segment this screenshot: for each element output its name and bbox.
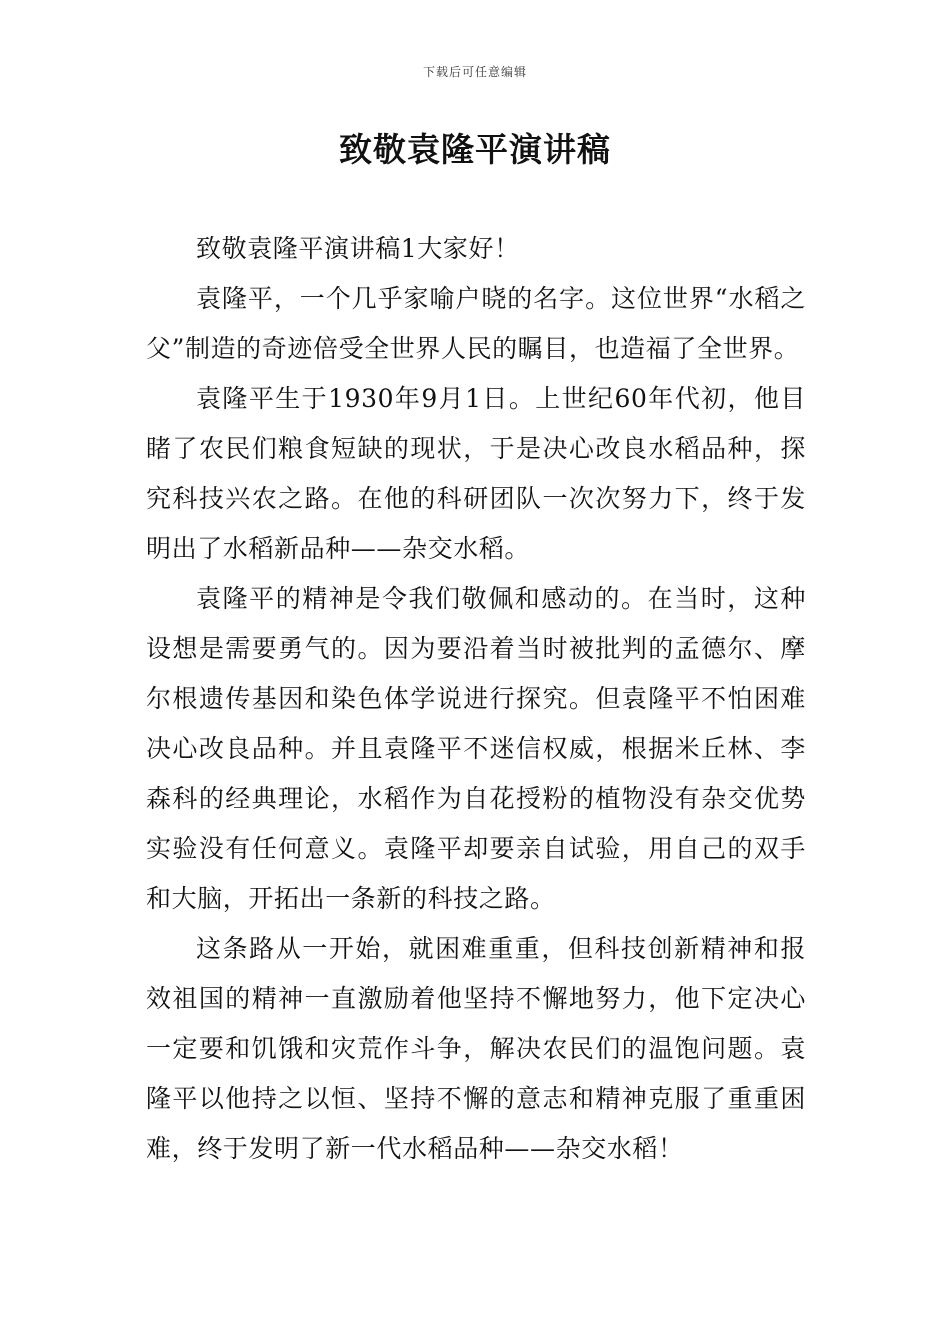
paragraph-biography: 袁隆平生于1930年9月1日。上世纪60年代初，他目睹了农民们粮食短缺的现状，于是决心改良水稻品种，探究科技兴农之路。在他的科研团队一次次努力下，终于发明出了水稻新品种——杂交水稻。: [146, 384, 806, 563]
paragraph-perseverance: 这条路从一开始，就困难重重，但科技创新精神和报效祖国的精神一直激励着他坚持不懈地努力，他下定决心一定要和饥饿和灾荒作斗争，解决农民们的温饱问题。袁隆平以他持之以恒、坚持不懈的意志和精神克服了重重困难，终于发明了新一代水稻品种——杂交水稻！: [146, 934, 806, 1163]
document-body: [146, 224, 806, 1174]
paragraph-introduction: 袁隆平，一个几乎家喻户晓的名字。这位世界“水稻之父”制造的奇迹倍受全世界人民的瞩目，也造福了全世界。: [146, 284, 806, 363]
page-title: 致敬袁隆平演讲稿: [339, 130, 611, 169]
header-note: 下载后可任意编辑: [422, 65, 527, 79]
paragraph-greeting: 致敬袁隆平演讲稿1大家好！: [196, 234, 520, 263]
paragraph-spirit: 袁隆平的精神是令我们敬佩和感动的。在当时，这种设想是需要勇气的。因为要沿着当时被批判的孟德尔、摩尔根遗传基因和染色体学说进行探究。但袁隆平不怕困难决心改良品种。并且袁隆平不迷信权威，根据米丘林、李森科的经典理论，水稻作为自花授粉的植物没有杂交优势实验没有任何意义。袁隆平却要亲自试验，用自己的双手和大脑，开拓出一条新的科技之路。: [146, 584, 806, 913]
